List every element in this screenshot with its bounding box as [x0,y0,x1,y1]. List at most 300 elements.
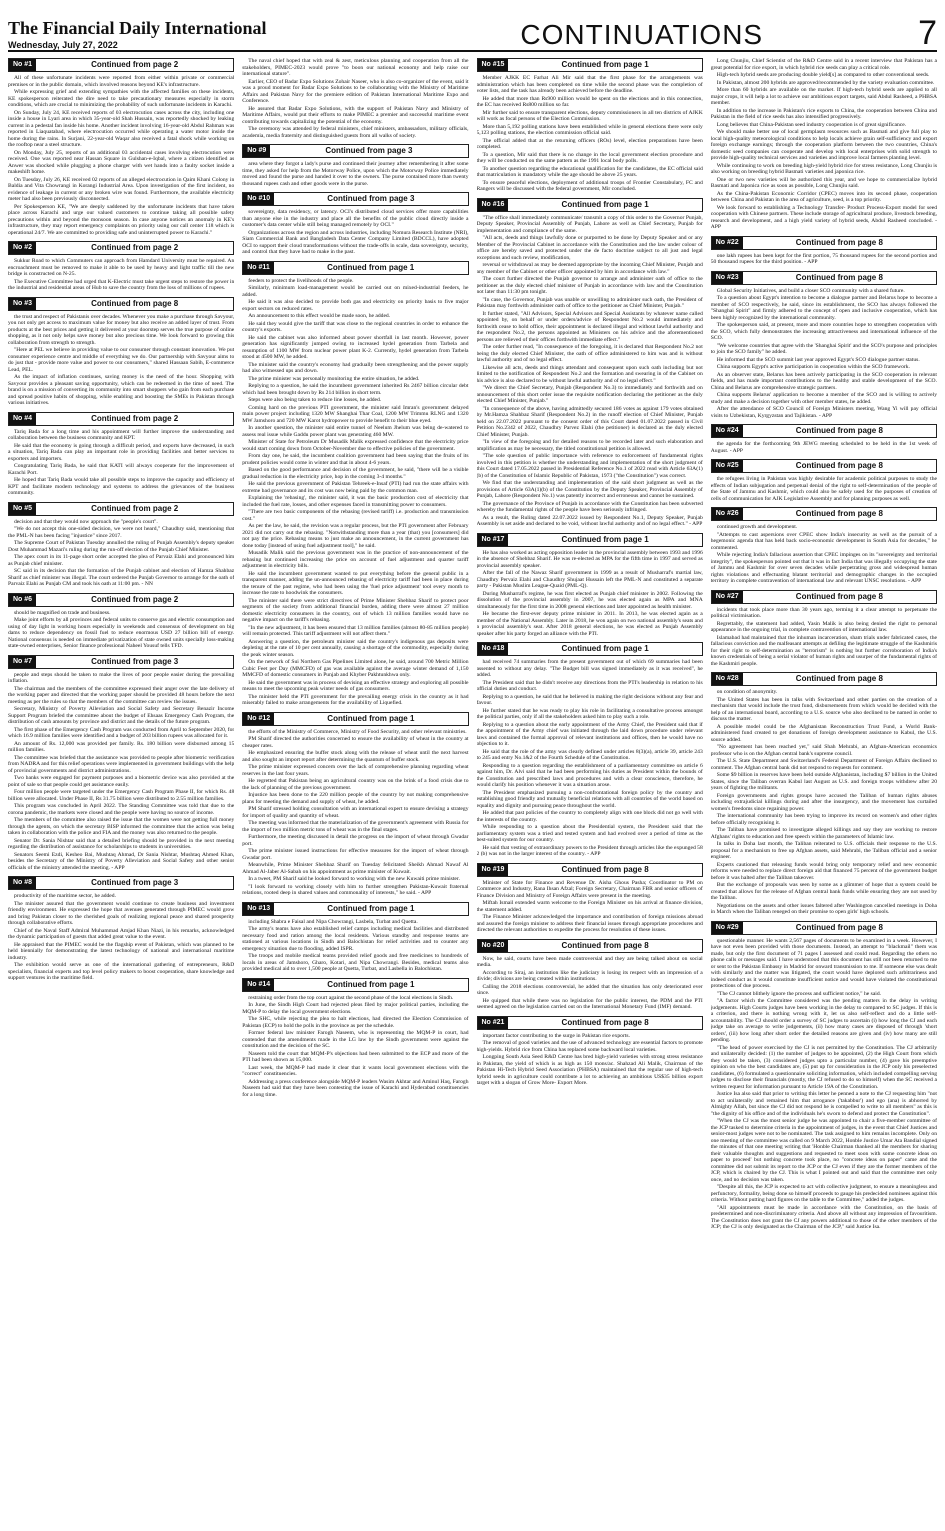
paragraph: We look forward to establishing a Technology Transfer- Product Process-Export model for seed cooperation with Chinese partners. These include storage of agricultural produce, livestock breeding, research and development, and a high yield variety of hybrid seeds, Abdul Rasheed concluded. - APP [710,204,937,230]
paragraph: Long Chunjiu, Chief Scientist of the R&D Centre said in a recent interview that Pakistan has a great potential for rice export, in which hybrid rice seeds can play a critical role. [710,58,937,71]
story-number: No #24 [712,425,743,437]
paragraph: The prime minister issued instructions for effective measures for the import of wheat through Gwadar port. [242,848,469,861]
paragraph: "I look forward to working closely with him to further strengthen Pakistan-Kuwait fraternal relations, rooted deep in shared values and commonality of interests," he said. - APP [242,883,469,896]
continued-from-label: Continued from page 2 [91,594,179,604]
paragraph: During Musharraf's regime, he was first elected as Punjab chief minister in 2002. Following the dissolution of the provincial assembly in 2007, he was elected again as MPA and MNA simultaneously for the first time in 2008 general elections and later appointed as health minister. [476,590,703,610]
section-title: CONTINUATIONS [520,19,764,50]
paragraph: Meanwhile, Prime Minister Shehbaz Sharif on Tuesday felicitated Sheikh Ahmad Nawaf Al Ahmad Al-Jaber Al-Sabah on his appointment as prime minister of Kuwait. [242,862,469,875]
continued-from-label: Continued from page 8 [795,509,883,518]
continued-from-label: Continued from page 1 [561,60,649,69]
paragraph: From day one, he said, the incumbent coalition government had been saying that the fruits of its prudent policies would come in winter and that in about 4-6 years. [242,453,469,466]
continued-from-label: Continued from page 1 [561,644,649,653]
paragraph: On the network of Sui Northern Gas Pipelines Limited alone, he said, around 700 Metric Million Cubic Feet per Day (MMCFD) of gas was available against the average winter demand of 1,150 MMCFD of domestic consumers in Punjab and Khyber Pakhtunkhwa only. [242,659,469,678]
paragraph: He said the government was in process of devising an effective strategy and exploring all possible means to meet the upcoming peak winter needs of gas consumers. [242,679,469,692]
story-body [711,288,937,420]
continued-from-label: Continued from page 8 [561,940,649,950]
paragraph: To a question about Egypt's intention to become a dialogue partner and Belarus hope to become a member of SCO respectively, he said, since its establishment, the SCO has always followed the "Shanghai Spirit" and firmly adhered to the concept of open and inclusive cooperation, which has been highly recognized by the international community. [710,295,937,321]
paragraph: The removal of good varieties and the use of advanced technology are essential factors to promote high-yields. Hybrid rice from China has replaced some backward local varieties. [476,1040,703,1053]
paragraph: Foreign governments and rights groups have accused the Taliban of human rights abuses including extrajudicial killings during and after the insurgency, and the movement has curtailed women's freedoms since regaining power. [710,792,937,812]
story-number: No #21 [478,1017,509,1029]
paragraph: The U.S. State Department and Switzerland's Federal Department of Foreign Affairs declined to comment. The Afghan central bank did not respond to requests for comment. [710,758,937,771]
paragraph: The ceremony was attended by federal ministers, chief ministers, ambassadors, military officials, academia, media fraternity and distinguished guests from all walks of society. [242,126,469,139]
paragraph: "We welcome countries that agree with the 'Shanghai Spirit' and the SCO's purpose and principles to join the SCO family" he added. [710,342,937,355]
story [242,192,468,256]
paragraph: In another question, the minister said entire tunnel of Neelum Jhelum was being de-watered to assess real issue while Gaddu power plant was generating 460 MW. [242,425,469,438]
story-body [711,607,937,668]
story-body [477,880,703,934]
paragraph: More than 5,192 polling stations have been established while in general elections there were only 5,123 polling stations, the election commission official said. [476,123,703,136]
paragraph: As per the law, he said, the revision was a regular process, but the PTI government after February 2021 did not carry out the rebasing. "Notwithstanding more than a year (that) you [consumers] did not pay the price. Rebasing means to just make an announcement, in the current government has done today [instead of using fuel adjustment tool]," he said. [242,523,469,549]
story-header [242,144,468,158]
paragraph: The court further directed the Punjab governor to arrange and administer oath of office to the petitioner as the duly elected chief minister of Punjab in accordance with law and the Constitution not later than 11:30 pm tonight. [476,276,703,295]
story [8,297,234,407]
story-header [711,590,937,604]
story [477,863,703,934]
continued-from-label: Continued from page 8 [795,272,883,282]
continued-from-label: Continued from page 8 [795,237,883,247]
paragraph: He added that past policies of the country to completely align with one block did not go well with the interests of the country. [476,810,703,823]
story [242,902,468,973]
paragraph: Addressing a press conference alongside MQM-P leaders Wasim Akhtar and Aminul Haq, Farogh Naseem had said that they have been contesting the issue of Karachi and Hyderabad constituencies for a long time. [242,1078,469,1098]
paragraph: According to Siraj, an institution like the judiciary is losing its respect with an impression of a divide; divisions are being created within institutions. [476,969,703,982]
story-body [477,215,703,528]
story-body [242,995,468,1099]
paragraph: feeders to protect the livelihoods of the people. [248,277,354,284]
paragraph: The United States has been in talks with Switzerland and other parties on the creation of a mechanism that would include the trust fund, disbursements from which would be decided with the help of an international board, according to a U.S. source who also declined to be named in order to discuss the matter. [710,696,937,722]
story-number: No #20 [478,940,509,952]
story-header [477,58,703,72]
story-header [477,198,703,212]
paragraph: Former federal law minister Farogh Naseem, who is representing the MQM-P in court, had contended that the amendments made in the LG law by the Sindh government were against the constitution and the decision of the SC. [242,1030,469,1049]
story-header [242,192,468,206]
story-number: No #1 [9,59,36,71]
story [711,271,937,420]
paragraph: decision and that they would now approach the "people's court". [14,518,158,525]
columns-container [8,58,937,1523]
paragraph: To a question, Mir said that there is no change in the local government election procedure and they will be conducted on the same pattern as the 1991 local body polls. [476,151,703,164]
paragraph: After the attendance of SCO Council of Foreign Ministers meeting, Wang Yi will pay official visits to Uzbekistan, Kyrgyzstan and Tajikistan. - APP [710,406,937,419]
paragraph: The Executive Committee had urged that K-Electric must take urgent steps to restore the power in the industrial and residential areas of Hub to save the country from the loss of millions of rupees. [8,278,235,291]
paragraph: "In case, the Governor, Punjab was unable or unwilling to administer such oath, the President of Pakistan may forthwith administer oath of office to the petitioner as Chief Minister, Punjab." [476,296,703,309]
story-header [242,902,468,916]
story-header [242,712,468,726]
story [8,593,234,650]
continued-from-label: Continued from page 3 [327,194,415,203]
story-header [8,655,234,669]
paragraph: As an observer state, Belarus has been actively participating in the SCO cooperation in relevant fields, and has made important contributions to the healthy and stable development of the SCO. China and Belarus are comprehensive strategic partners. [710,371,937,391]
story-number: No #27 [712,591,743,603]
continued-from-label: Continued from page 8 [561,864,649,874]
story [242,978,468,1099]
paragraph: Now, he said, courts have been made controversial and they are being talked about on social media. [476,955,703,968]
story-body [477,1033,703,1087]
column-1 [8,58,234,1523]
story-header [711,424,937,438]
paragraph: important factor contributing to the surge in Pakistan rice exports. [482,1032,630,1039]
paragraph: All of these unfortunate incidents were reported from either within private or commercial premises or in the public domain, which involved reasons beyond KE's infrastructure. [8,75,235,88]
paragraph: He said that vesting of extraordinary powers to the President through articles like the expunged 58 2 (b) was not in the larger interest of the country. - APP [476,844,703,857]
paragraph: "In consequence of the above, having admittedly secured 186 votes as against 179 votes obtained by Mr.Hamza Shahbaz Sharif (Respondent No.2) in the runoff election of Chief Minister, Punjab held on 22.07.2022 pursuant to the consent order of this Court dated 01.07.2022 passed in Civil Petition No.2342 of 2022, Chaudhry Parvez Elahi (the petitioner) is declared as the duly elected Chief Minister, Punjab. [476,405,703,438]
story-number: No #16 [478,199,509,211]
paragraph: "In the new adjustment, it has been ensured that 13 million families (almost 80-85 million people) will remain protected. This tariff adjustment will not affect them." [242,624,469,637]
continued-from-label: Continued from page 8 [91,298,179,308]
paragraph: He emphasized ensuring the buffer stock along with the release of wheat until the next harvest and also sought an import report after determining the quantum of buffer stock. [242,750,469,763]
continued-from-label: Continued from page 1 [561,534,649,544]
column-3 [477,58,703,1523]
paragraph: An amount of Rs. 12,000 was provided per family. Rs. 180 billion were disbursed among 15 million families. [8,740,235,753]
paragraph: He informed that the SCO summit last year approved Egypt's SCO dialogue partner status. [716,356,920,363]
paragraph: Regrettably, the statement had added, Yasin Malik is also being denied the right to personal appearance in the ongoing trial, in complete contravention of international law. [710,620,937,633]
story-header [242,978,468,992]
paragraph: He said the previous government of Pakistan Tehreek-e-Insaf (PTI) had run the state affairs with extreme bad governance and its cost was now being paid by the common man. [242,481,469,494]
paragraph: Longping South Asia Seed R&D Centre has bred high-yield varieties with strong stress resistance in Pakistan, the yield of which is as high as 150 mons/ac. Shahzad Ali Malik, Chairman of the Pakistan Hi-Tech Hybrid Seed Association (PHBSA) maintained that the regular use of high-tech hybrid seeds in agriculture could contribute a lot to achieving an ambitious US$35 billion export target with a slogan of Grow More- Export More. [476,1054,703,1086]
story-number: No #3 [9,298,36,310]
paragraph: Replying to a question, he said the incumbent government inherited Rs 2467 billion circular debt which had been brought down by Rs 214 billion in short term. [242,383,469,396]
paragraph: "In view of the foregoing and for detailed reasons to be recorded later and such elaboration and amplification as may be necessary, the titled constitutional petition is allowed. [476,439,703,452]
story-body [477,550,703,638]
paragraph: "Attempts to cast aspersions over CPEC show India's insecurity as well as the pursuit of a hegemonic agenda that has held back socio-economic development in South Asia for decades," he commented. [710,531,937,551]
issue-date: Wednesday, July 27, 2022 [8,40,118,50]
paragraph: "There are two basic components of the rebasing (revised tariff) i.e. production and transmission cost." [242,509,469,522]
story-number: No #18 [478,643,509,655]
paragraph: Based on the good performance and decision of the government, he said, "there will be a visible gradual reduction in the electricity price, hop in the coming 3-4 months." [242,467,469,480]
paragraph: The minister held the PTI government for the prevailing energy crisis in the country as it had miserably failed to make arrangements for the availability of Liquefied. [242,693,469,706]
paragraph: He quipped that while there was no legislation for the public interest, the PDM and the PTI seemed agreed on the legislation carried out on the International Monetary Fund (IMF) demand. [476,997,703,1010]
story [711,424,937,454]
paragraph: one lakh rupees has been kept for the first portion, 75 thousand rupees for the second portion and 50 thousand rupees for the third position. - APP [710,252,937,265]
paragraph: Global Security Initiatives, and build a closer SCO community with a shared future. [716,287,905,294]
story-body [477,956,703,1011]
story [477,642,703,858]
story-body [8,610,234,650]
story-header [242,261,468,275]
paragraph: The Supreme Court of Pakistan Tuesday annulled the ruling of Punjab Assembly's deputy speaker Dost Muhammad Mazari's ruling during the run-off election of the Punjab Chief Minister. [8,540,235,553]
story-number: No #17 [478,534,509,546]
continued-from-label: Continued from page 2 [91,503,179,513]
story-header [477,1016,703,1030]
paragraph: The chairman and the members of the committee expressed their anger over the late delivery of the working paper and directed that the working paper should be provided 48 hours before the next meeting as per the rules so that the members of the committee can review the issues. [8,685,235,705]
paragraph: The prime minister was personally monitoring the entire situation, he added. [248,375,420,382]
paragraph: Last week, the MQM-P had made it clear that it wants local government elections with the "correct" constituencies. [242,1064,469,1077]
paragraph: Tariq Bada for a long time and his appointment will further improve the understanding and collaboration between the business community and KPT. [8,428,235,441]
story-number: No #12 [243,713,274,725]
paragraph: He said the incumbent government wanted to put everything before the general public in a transparent manner, adding the un-announced rebasing of electricity tariff had been in place during the tenure of the past regime, who had been using the 'fuel price adjustment' tool every month to increase the rate to hoodwink the consumers. [242,570,469,596]
paragraph: The committee was briefed that the assistance was provided to people after biometric verification from NADRA and for this relief operations were implemented in government buildings with the help of provincial governments and district administrations. [8,754,235,774]
paragraph: Four million people were targeted under the Emergency Cash Program Phase II, for which Rs. 48 billion were allocated. Under Phase II, Rs 31.75 billion were distributed to 2.55 million families. [8,789,235,802]
paragraph: The order further read, "In consequence of the foregoing, it is declared that Respondent No.2 not being the duly elected Chief Minister, the oath of office administered to him was and is without lawful authority and of no legal effect. [476,344,703,363]
story-number: No #6 [9,594,36,606]
story [8,58,234,236]
paragraph: In talks in Doha last month, the Taliban reiterated to U.S. officials their response to the U.S. proposal for a mechanism to free up Afghan assets, said Mehrabi, the Taliban official and a senior engineer. [710,841,937,860]
paragraph: the agenda for the forthcoming 9th JEWG meeting scheduled to be held in the 1st week of August. - APP [710,441,937,454]
paragraph: Senator Dr. Sania Nishtar said that a detailed briefing should be provided in the next meeting regarding the distribution of assistance for scholarships to students in universities. [8,837,235,850]
story-number: No #14 [243,979,274,991]
story-header [711,507,937,521]
paragraph: Chief of the Naval Staff Admiral Muhammad Amjad Khan Niazi, in his remarks, acknowledged the dynamic participation of guests that added great value to the event. [8,927,235,940]
paragraph: Replying to a question, he said that he believed in making the right decisions without any fear and favour. [476,693,703,706]
story [8,412,234,497]
paragraph: Steps were also being taken to reduce line losses, he added. [248,397,382,403]
paragraph: reversal or withdrawal as may be deemed appropriate by the incoming Chief Minister, Punjab and any member of the Cabinet or other officer appointed by him in accordance with law." [476,262,703,275]
paragraph: productivity of the maritime sector, he added. [14,893,116,899]
story [8,502,234,588]
story-body [242,278,468,707]
paragraph: The apex court in its 11-page short order accepted the plea of Parvaiz Elahi and pronounced him as Punjab chief minister. [8,554,235,567]
story-header [477,863,703,877]
continued-from-label: Continued from page 8 [795,426,883,435]
story-header [477,939,703,953]
paragraph: It further stated, "All Advisors, Special Advisors and Special Assistants by whatever name called appointed by, on behalf or under orders/advice of Respondent No.2 would immediately and forthwith cease to hold office, their appointment is declared illegal and without lawful authority and the respondent No.2, the persons appointed as Ministers on his advice and the aforementioned persons are relieved of their offices forthwith immediate effect." [476,310,703,343]
paragraph: "All appointments must be made in accordance with the Constitution, on the basis of predetermined and non-discriminatory criteria. And above all without any impression of favouritism. The Constitution does not grant the CJ any powers additional to those of the other members of the JCP; the CJ is only designated as the Chairman of the JCP," said Justice Isa. [710,1204,937,1230]
paragraph: The SHC, while rejecting the plea to halt elections, had directed the Election Commission of Pakistan (ECP) to hold the polls in the province as per the schedule. [242,1016,469,1029]
story-number: No #5 [9,503,36,515]
story [477,939,703,1011]
story-body [8,672,234,872]
story-body [8,893,234,982]
continued-from-label: Continued from page 8 [795,461,883,470]
paragraph: The spokesperson said, at present, more and more countries hope to strengthen cooperation with the SCO, which fully demonstrates the increasing attractiveness and international influence of the SCO. [710,322,937,341]
story-header [711,459,937,473]
story-number: No #11 [243,262,274,274]
paragraph: The naval chief hoped that with zeal & zest, meticulous planning and cooperation from all the stakeholders, PIMEC-2023 would prove "to boon our national economy and help raise our international stature". [242,58,469,77]
paragraph: The meeting was informed that the materialization of the government's agreement with Russia for the import of two million metric tons of wheat was in the final stages. [242,820,469,833]
paragraph: We find that the understanding and implementation of the said short judgment as well as the provisions of Article 63A(1)(b) of the Constitution by the Deputy Speaker, Provincial Assembly of Punjab, Lahore (Respondent No.1) was patently incorrect and erroneous and cannot be sustained. [476,480,703,499]
continued-from-label: Continued from page 1 [327,713,415,723]
story [711,58,937,231]
paragraph: PM Sharif directed the authorities concerned to ensure the availability of wheat in the country at cheaper rates. [242,736,469,749]
paragraph: "All acts, deeds and things lawfully done or purported to be done by Deputy Speaker and or any Member of the Provincial Cabinet in accordance with the Constitution and the law under colour of office are hereby saved and protected under the de facto doctrine subject to all just and legal exceptions and such review, modification, [476,235,703,261]
paragraph: "A factor which the Committee considered was the pending matters in the delay in writing judgements. High Courts judges have been working in the delay to compared to SC judges. If this is a criterion, and there is nothing wrong with it, let us also self-reflect and do a little self-accountability. The CJ should order a survey of SC judges to ascertain (i) how long the CJ and each judge take on average to write judgements, (ii) how many cases are disposed of through 'short orders', (iii) how long after short order the detailed reasons are given and (iv) how many are still pending. [710,998,937,1043]
continued-from-label: Continued from page 1 [327,979,415,989]
story [477,58,703,193]
paragraph: area where they forgot a lady's purse and continued their journey after remembering it after some time, they asked for help from the Motorway Police, upon which the Motorway Police immediately moved and found the purse and handed it over to the owners. The purse contained more than twenty thousand rupees cash and other goods were in the purse. [242,161,469,187]
paragraph: He further stated that he was ready to play his role in facilitating a consultative process amongst the political parties, only if all the stakeholders asked him to play such a role. [476,707,703,720]
paragraph: In addition to the increase in Pakistan's rice exports to China, the cooperation between China and Pakistan in the field of rice seeds has also intensified progressively. [710,107,937,120]
paragraph: This program was concluded in April 2022. The Standing Committee was told that due to the corona pandemic, the markets were closed and the people were having no source of income. [8,803,235,816]
paragraph: people and steps should be taken to make the lives of poor people easier during the prevailing inflation. [8,671,235,684]
story-header [8,58,234,72]
paragraph: As the China-Pakistan Economic Corridor (CPEC) moves into its second phase, cooperation between China and Pakistan in the area of agriculture, seed, is a top priority. [710,190,937,203]
paragraph: Organizations across the region and across industries, including Nomura Research Institute (NRI), Siam Commercial Bank and Bangladesh Data Center Company Limited (BDCCL), have adopted OCI to support their cloud transformations without the trade-offs in scale, data sovereignty, security, and control that they have had to make in the past. [242,229,469,255]
paragraph: Negotiations on the assets and other issues faltered after Washington cancelled meetings in Doha in March when the Taliban reneged on their promise to open girls' high schools. [710,902,937,915]
paragraph: In a tweet, PM Sharif said he looked forward to working with the new Kuwaiti prime minister. [248,876,460,882]
paragraph: Musadik Malik said the previous government was in the practice of non-announcement of the rebasing but continued increasing the price on account of fuel adjustment and quarter tariff adjustment in electricity bills. [242,550,469,569]
paragraph: "The CJ cannot blithely ignore the process and sufficient notice," he said. [716,990,882,997]
paragraph: Minister of State for Petroleum Dr Musadik Malik expressed confidence that the electricity price would start coming down from October-November due to effective policies of the government. [242,439,469,452]
paragraph: China supports Egypt's active participation in cooperation within the SCO framework. [716,364,910,370]
story [8,655,234,872]
story-number: No #15 [478,59,509,71]
continued-from-label: Continued from page 1 [327,903,415,913]
continued-from-label: Continued from page 8 [795,674,883,683]
story-body [711,441,937,454]
paragraph: But the exchange of proposals was seen by some as a glimmer of hope that a system could be created that allows for the release of Afghan central bank funds while ensuring they are not used by the Taliban. [710,882,937,901]
story-number: No #23 [712,272,743,284]
story-body [8,75,234,236]
story-body [477,75,703,193]
paragraph: To another question regarding the educational qualification for the candidates, the EC official said that matriculation is mandatory while the age should be above 25 years. [476,165,703,178]
paragraph: He said they would give the tariff that was close to the regional countries in order to enhance the country's exports. [242,320,469,333]
continued-from-label: Continued from page 1 [561,199,649,209]
paragraph: Two banks were engaged for payment purposes and a biometric device was also provided at the point of sale so that people could get assistance easily. [8,775,235,788]
story-body [711,938,937,1231]
story-header [711,271,937,285]
paragraph: Senators Seemi Ezdi, Kesheo Bai, Mushtaq Ahmad, Dr Sania Nishtar, Mushtaq Ahmed Khan, besides the Secretary of the Ministry of Poverty Alleviation and Social Safety and other senior officials of the ministry attended the meeting. - APP [8,851,235,871]
masthead [8,6,937,52]
paragraph: "The sole question of public importance with reference to enforcement of fundamental rights involved in this petition is whether the understanding and implementation of the short judgment of this Court dated 17.05.2022 passed in Presidential Reference No.1 of 2022 read with Article 63A(1)(b) of the Constitution of Islamic Republic of Pakistan, 1973 ("the Constitution") was correct. [476,453,703,479]
story [711,921,937,1231]
paragraph: The first phase of the Emergency Cash Program was conducted from April to September 2020, for which 16.9 million families were identified and a budget of 203 billion rupees was allocated for it. [8,726,235,739]
story-body [8,429,234,497]
story-header [477,533,703,547]
paper-name: The Financial Daily International [8,18,267,38]
story-header [477,642,703,656]
continued-from-label: Continued from page 8 [795,591,883,601]
paragraph: One or two new varieties will be authorized this year, and we hope to commercialize hybrid Basmati and Japonica rice as soon as possible, Long Chunjiu said. [710,176,937,189]
paragraph: Islamabad had maintained that the inhuman incarceration, sham trials under fabricated cases, the fallacious conviction and the malfeasant attempts at defiling the legitimate struggle of the Kashmiris for their right to self-determination as "terrorism" is nothing but further corroboration of India's known credentials of being a serial violator of human rights and usurper of the fundamental rights of the Kashmiri people. [710,634,937,667]
paragraph: continued growth and development. [716,524,798,530]
paragraph: The Finance Minister acknowledged the importance and contribution of foreign missions abroad and assured the foreign minister to address their financial issues through appropriate procedures and directed the relevant authorities to expedite the process for resolution of these issues. [476,914,703,933]
story [242,712,468,897]
paragraph: The President said that he didn't receive any directions from the PTI's leadership in relation to his official duties and conduct. [476,679,703,692]
paragraph: He became the first-ever deputy prime minister in 2011. In 2013, he was elected again as a member of the National Assembly. Later in 2018, he won again on two national assembly's seats and a provincial assembly's seat. After 2018 general elections, he was elected as Punjab Assembly speaker after his party forged an alliance with the PTI. [476,611,703,637]
paragraph: He said the cabinet was also informed about power shortfall in last month. However, power generation has significantly jumped owing to increased hydel generation from Tarbela and resumption of 1100 MW from nuclear power plant K-2. Currently, hydel generation from Tarbela stood at 4500 MW, he added. [242,334,469,360]
continued-from-label: Continued from page 2 [91,413,179,423]
story [242,144,468,187]
paragraph: incidents that took place more than 30 years ago, terming it a clear attempt to perpetuate the political victimisation. [710,606,937,619]
story-number: No #13 [243,903,274,915]
story [242,58,468,139]
paragraph: The exhibition would serve as one of the international gathering of entrepreneurs, R&D specialists, financial experts and top level policy makers to boost cooperation, share knowledge and support ventures in the maritime field. [8,962,235,981]
paragraph: Replying to a question about the early appointment of the Army Chief, the President said that if the appointment of the Army chief was initiated through the laid down procedure under relevant laws and contained the formal approval of relevant institutions and offices, then he would have no objection to it. [476,721,703,747]
paragraph: "We do not accept this one-sided decision, we were not heard," Chaudhry said, mentioning that the PML-N has been facing "injustice" since 2017. [8,526,235,539]
continued-from-label: Continued from page 3 [91,656,179,666]
story-header [8,297,234,311]
story-number: No #4 [9,413,36,425]
paragraph: He assured that Badar Expo Solutions, with the support of Pakistan Navy and Ministry of Maritime Affairs, would put their efforts to make PIMEC a premier and successful maritime event contributing towards capitalizing the potential of the economy. [242,105,469,125]
story-body [477,659,703,858]
paragraph: Likewise all acts, deeds and things attendant and consequent upon such oath including but not limited to the notification of Respondent No.2 and the formation and swearing in of the Cabinet on his advice is also declared to be without lawful authority and of no legal effect." [476,364,703,384]
paragraph: To ensure peaceful elections, deployment of additional troops of Frontier Constabulary, FC and Rangers will be discussed with the federal government, Mir concluded. [476,179,703,192]
paragraph: Long believes that China-Pakistan seed industry cooperation is of great significance. [716,121,907,128]
paragraph: More than 60 hybrids are available on the market. If high-tech hybrid seeds are applied to all major crops, it will help a lot to achieve our ambitious export targets, said Abdul Rasheed, a PHBSA member. [710,87,937,106]
story [711,590,937,668]
paragraph: Congratulating Tariq Bada, he said that KATI will always cooperate for the improvement of Karachi Port. [8,463,235,476]
story-number: No #22 [712,237,743,249]
paragraph: The army's teams have also established relief camps including medical facilities and distributed necessary food and ration among the local residents. Various standby and response teams are stationed at various locations in Sindh and Balochistan for relief activities and to counter any emergency situation due to flooding, added ISPR. [242,926,469,952]
paragraph: A possible model could be the Afghanistan Reconstruction Trust Fund, a World Bank-administered fund created to get donations of foreign development assistance to Kabul, the U.S. source added. [710,723,937,743]
paragraph: In Pakistan, almost 200 hybrids are approved/recommended by the variety evaluation committee. [716,79,935,86]
story [477,1016,703,1087]
paragraph: questionable manner. He wants 2,567 pages of documents to be examined in a week. However, I have not even been provided with those documents. Instead, an attempt to "blackmail" them was made, but only the first document of 71 pages I assessed and could read. Regarding the others no phone calls or messages said. I have understood that this document has still not been returned to me or sent to the Pakistan Embassy in Madrid for onward transmission to me. If someone else was dealt with similarly and the matter was litigated, the court would have deplored such arbitrariness and indeed conduct as it would constitute insufficient notice and would have violated the constitutional protections of due process. [710,937,937,989]
paragraph: He appraised that the PIMEC would be the flagship event of Pakistan, which was planned to be held biennially for demonstrating the latest technology of national and international maritime industry. [8,941,235,961]
paragraph: Secretary, Ministry of Poverty Alleviation and Social Safety and Secretary Benazir Income Support Program briefed the committee about the budget of Ehsaas Emergency Cash Program, the distribution of cash amounts by province and district and the details of the future program. [8,706,235,725]
story-body [711,476,937,502]
paragraph: "When the CJ was the most senior judge he was appointed to chair a five-member committee of the JCP tasked to determine criteria in the appointment of judges, in the event that Chief Justices and senior-most judges were not to be nominated. The task assigned to him remains incomplete. Only on one meeting of the committee was called on 9 March 2022, Honble Justice Umar Ata Bandial signed the minutes of that one meeting writing that 'Honble Chairman thanked all the members for sharing their valuable thoughts and suggestions and requested to meet soon with some concrete ideas on paper to proceed' but nothing concrete took place, no "concrete ideas on paper" came and the committee did not submit its report to the JCP or the CJ even if they are the former members of the JCP, which is chaired by the CJ. This is what I pointed out and said that the committee met only once, and no decision was taken. [710,1118,937,1183]
story-header [8,412,234,426]
paragraph: He hoped that Tariq Bada would take all possible steps to improve the capacity and efficiency of KPT and facilitate modern technology and systems to address the grievances of the business community. [8,477,235,496]
story-number: No #26 [712,508,743,520]
story-header [8,593,234,607]
story-number: No #29 [712,922,743,934]
paragraph: High-tech hybrid seeds are producing double yield[s] as compared to other conventional seeds. [716,72,930,78]
paragraph: He said that the role of the army was clearly defined under articles 8(3)(a), article 39, article 243 to 245 and entry No.1&2 of the Fourth Schedule of the Constitution. [476,748,703,761]
story-header [711,921,937,935]
story-body [242,161,468,187]
paragraph: On Tuesday, July 26, KE received 02 reports of an alleged electrocution in Qaim Khani Colony in Baldia and Vita Chowrangi in Korangi Industrial Area. Upon investigation of the first incident, no evidence of leakage in current or any broken wire was found. Furthermore, the available electricity meter had also been previously disconnected. [8,176,235,202]
paragraph: "The office shall immediately communicate/ transmit a copy of this order to the Governor Punjab, Deputy Speaker, Provincial Assembly of Punjab, Lahore as well as Chief Secretary, Punjab for implementation and compliance of the same. [476,214,703,234]
paragraph: Experts cautioned that releasing funds would bring only temporary relief and new economic reforms were needed to replace direct foreign aid that financed 75 percent of the government budget before it was halted after the Taliban takeover. [710,861,937,881]
paragraph: Explaining the 'rebasing', the minister said, it was the basic production cost of electricity that included the fuel rate, losses, and other expenses faced in transmitting power to consumers. [242,495,469,508]
paragraph: He said that the economy is going through a difficult period, and exports have decreased, in such a situation, Tariq Bada can play an important role in providing facilities and better services to exporters and importers. [8,442,235,462]
story-number: No #9 [243,145,270,157]
story [8,241,234,292]
continued-from-label: Continued from page 2 [91,60,179,69]
paragraph: "Here at PEL we believe in providing value to our consumer through constant innovation. We put consumer experience centre and middle of everything we do. Our partnership with Savyour aims to do just that - provide more value and power to our consumers," shared Hassaan Sabih, E-commerce Lead, PEL. [8,347,235,373]
paragraph: The Taliban have promised to investigate alleged killings and say they are working to restore Afghans' rights to education and free speech within the parameters of Islamic law. [710,827,937,840]
story [711,507,937,585]
story-body [242,919,468,973]
paragraph: He said it was also decided to provide both gas and electricity on priority basis to five major export sectors on reduced rates. [242,299,469,312]
paragraph: had received 74 summaries from the present government out of which 69 summaries had been assented to without any delay. "The Budget bill was signed immediately as it was received", he added. [476,659,703,678]
paragraph: the trust and respect of Pakistanis over decades. Whenever you make a purchase through Savyour, you not only get access to maximum value for money but also receive an added layer of trust. From products at the best prices and getting it delivered at your doorstep serves the true purpose of online shopping, as it not only helps save money but also precious time. We look forward to growing this collaboration from strength to strength. [8,313,235,346]
paragraph: China supports Belarus' application to become a member of the SCO and is willing to actively study and make a decision together with other member states, he added. [710,392,937,405]
story-body [242,209,468,256]
story-header [8,241,234,255]
paragraph: "The head of power exercised by the CJ is not permitted by the Constitution. The CJ arbitrarily and unilaterally decided: (1) the number of judges to be appointed, (2) the High Court from which they would be taken, (3) considered judges upto a particular number, (4) gave his preemptive opinion on who the best candidates are, (5) put up for consideration in the JCP only his preselected candidates, (6) formulated a questionnaire soliciting information, which included compelling serving judges to disclose their financials (mostly, the CJ refused to do so himself) when the SC received a written request for information pursuant to Article 19A of the Constitution. [710,1044,937,1090]
continued-from-label: Continued from page 1 [327,262,415,272]
paragraph: As a result, the Ruling dated 22.07.2022 issued by Respondent No.1, Deputy Speaker, Punjab Assembly is set aside and declared to be void, without lawful authority and of no legal effect." - APP [476,514,703,527]
paragraph: While continuing to work on breeding high-yield hybrid rice for stress resistance, Long Chunjiu is also working on breeding hybrid Basmati varieties and japonica rice. [710,162,937,175]
story-number: No #19 [478,864,509,876]
paragraph: The members of the committee also raised the issue that the women were not getting full money through the agents, on which the secretary BISP informed the committee that the action was being taken in collaboration with the police and FIA and the money was also returned to the people. [8,817,235,836]
paragraph: Justice Isa also said that prior to writing this letter he penned a note to the CJ requesting him "not to act unilaterally and remained him that arrogance ('takabbur') and ego (ana) is abhorred by Almighty Allah, but since the CJ did not respond he is compelled to write to all members" as this is "the dignity of his office and of the individuals he's sworn to defend and protect the Constitution". [710,1091,937,1117]
paragraph: As the impact of inflation continues, saving money is the need of the hour. Shopping with Savyour provides a pleasant saving opportunity, which can be redeemed in the time of need. The brand is on a mission of converting its community into smart shoppers who gain from each purchase and spread positive habits of shopping, while enabling and boosting the SMEs in Pakistan through various initiatives. [8,374,235,406]
column-2 [242,58,468,1523]
paragraph: "No agreement has been reached yet," said Shah Mehrabi, an Afghan-American economics professor who is on the Afghan central bank's supreme council. [710,744,937,757]
story [477,533,703,638]
paragraph: The prime minister expressed concern over the lack of comprehensive planning regarding wheat reserves in the last four years. [242,764,469,777]
story [8,876,234,982]
paragraph: Naseem told the court that MQM-P's objections had been submitted to the ECP and more of the PTI had been shown as 15,000. [242,1050,469,1063]
paragraph: On Monday, July 25, reports of an additional 03 accidental cases involving electrocution were received. One was reported near Hassan Square in Gulshan-e-Iqbal, where a citizen identified as Anwer was shocked while plugging a phone charger with wet hands into a faulty socket inside a makeshift home. [8,149,235,175]
paragraph: Responding to a question regarding the establishment of a parliamentary committee on article 6 against him, Dr. Alvi said that he had been performing his duties as President within the bounds of the Constitution and prescribed laws and procedures and with a clear conscience, therefore, he would clarify his position whenever it was a situation arose. [476,762,703,788]
story [477,198,703,528]
column-4 [711,58,937,1523]
paragraph: He added that more than Rs900 million would be spent on the elections and in this connection, the EC has received Rs800 million so far. [476,95,703,108]
story [711,672,937,916]
story-number: No #7 [9,656,36,668]
paragraph: While expressing grief and extending sympathies with the affected families on these incidents, KE spokesperson reiterated the dire need to take precautionary measures especially in storm conditions, which are crucial to minimizing the probability of such unfortunate incidents in Karachi. [8,89,235,108]
story [242,261,468,707]
story-body [711,689,937,916]
continued-from-label: Continued from page 8 [561,1017,649,1027]
paragraph: Earlier, CEO of Badar Expo Solutions Zohair Naseer, who is also co-organizer of the event, said it was a proud moment for Badar Expo Solutions to be collaborating with the Ministry of Maritime Affairs and Pakistan Navy for the premiere edition of Pakistan International Maritime Expo and Conference. [242,78,469,104]
story-body [8,314,234,407]
paragraph: Answering a question, the petroleum minister said the country's indigenous gas deposits were depleting at the rate of 10 per cent annually, causing a shortage of the commodity, especially during the peak winter season. [242,638,469,658]
story-body [242,58,468,139]
paragraph: Injustice has been done to the 220 million people of the country by not making comprehensive plans for meeting the demand and supply of wheat, he added. [242,792,469,805]
paragraph: Some $9 billion in reserves have been held outside Afghanistan, including $7 billion in the United States, since the Taliban overran Kabul last August as U.S. and foreign troops withdrew after 20 years of fighting the militants. [710,772,937,791]
story-header [8,502,234,516]
paragraph: While responding to a question about the Presidential system, the President said that the parliamentary system was a tried and tested system and had evolved over a period of time as the best-suited system for our country. [476,824,703,843]
paragraph: Sukkur Road to which Commuters can approach from Hamdard University must be repaired. An encroachment must be removed to make it able to be used by heavy and light traffic till the new bridge is constructed on N-25. [8,258,235,277]
paragraph: He has also worked as acting opposition leader in the provincial assembly between 1993 and 1996 in the absence of Shehbaz Sharif. He was re-elected as MPA for the fifth time in 1997 and served as provincial assembly speaker. [476,549,703,569]
paragraph: The international community has been trying to improve its record on women's and other rights before officially recognising it. [710,813,937,826]
story [711,459,937,502]
continued-from-label: Continued from page 8 [795,922,883,932]
story-body [8,519,234,588]
